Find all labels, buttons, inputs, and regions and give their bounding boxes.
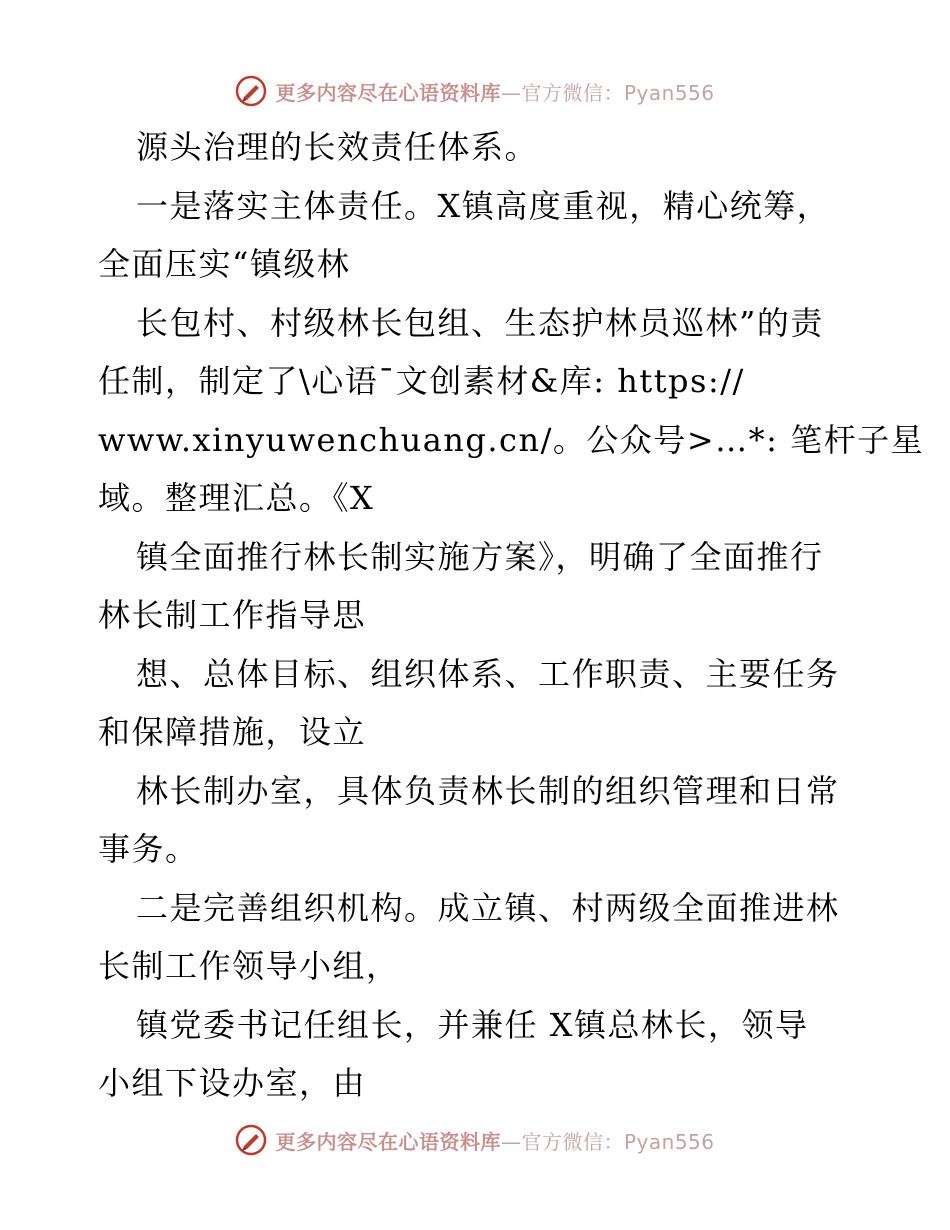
header-banner-wechat-label: 官方微信： bbox=[521, 80, 624, 105]
text-line: www.xinyuwenchuang.cn/。公众号>…*: 笔杆子星 bbox=[98, 420, 925, 459]
text-line: 和保障措施，设立 bbox=[98, 713, 367, 751]
footer-banner-main: 更多内容尽在心语资料库 bbox=[275, 1129, 501, 1154]
text-line: 林长制工作指导思 bbox=[98, 596, 367, 634]
pen-logo-icon bbox=[235, 75, 267, 107]
text-line: 域。整理汇总。《X bbox=[98, 479, 375, 517]
footer-banner-dash: — bbox=[500, 1129, 522, 1154]
footer-banner-wechat-label: 官方微信： bbox=[521, 1129, 624, 1154]
text-line: 源头治理的长效责任体系。 bbox=[136, 128, 539, 166]
header-banner-main: 更多内容尽在心语资料库 bbox=[275, 80, 501, 105]
header-banner-dash: — bbox=[500, 80, 522, 105]
text-line: 全面压实“镇级林 bbox=[98, 245, 351, 283]
footer-banner-text bbox=[275, 1126, 714, 1155]
text-line: 事务。 bbox=[98, 830, 199, 868]
footer-banner-wechat-id: Pyan556 bbox=[623, 1129, 715, 1154]
text-line: 想、总体目标、组织体系、工作职责、主要任务 bbox=[136, 654, 840, 693]
text-line: 镇全面推行林长制实施方案》，明确了全面推行 bbox=[136, 537, 824, 576]
pen-logo-icon bbox=[235, 1124, 267, 1156]
footer-banner bbox=[0, 1120, 950, 1160]
header-banner bbox=[0, 71, 950, 111]
text-line: 小组下设办室，由 bbox=[98, 1064, 367, 1102]
text-line: 林长制办室，具体负责林长制的组织管理和日常 bbox=[136, 771, 840, 810]
text-line: 长制工作领导小组， bbox=[98, 947, 400, 985]
text-line: 镇党委书记任组长，并兼任 X镇总林长，领导 bbox=[136, 1005, 809, 1044]
header-banner-text bbox=[275, 77, 714, 106]
text-line: 任制，制定了\心语¯文创素材&库: https:// bbox=[98, 362, 745, 400]
document-body bbox=[98, 118, 925, 1113]
text-line: 长包村、村级林长包组、生态护林员巡林”的责 bbox=[136, 303, 824, 342]
header-banner-wechat-id: Pyan556 bbox=[623, 80, 715, 105]
text-line: 二是完善组织机构。成立镇、村两级全面推进林 bbox=[136, 888, 840, 927]
text-line: 一是落实主体责任。X镇高度重视，精心统筹， bbox=[136, 186, 831, 225]
